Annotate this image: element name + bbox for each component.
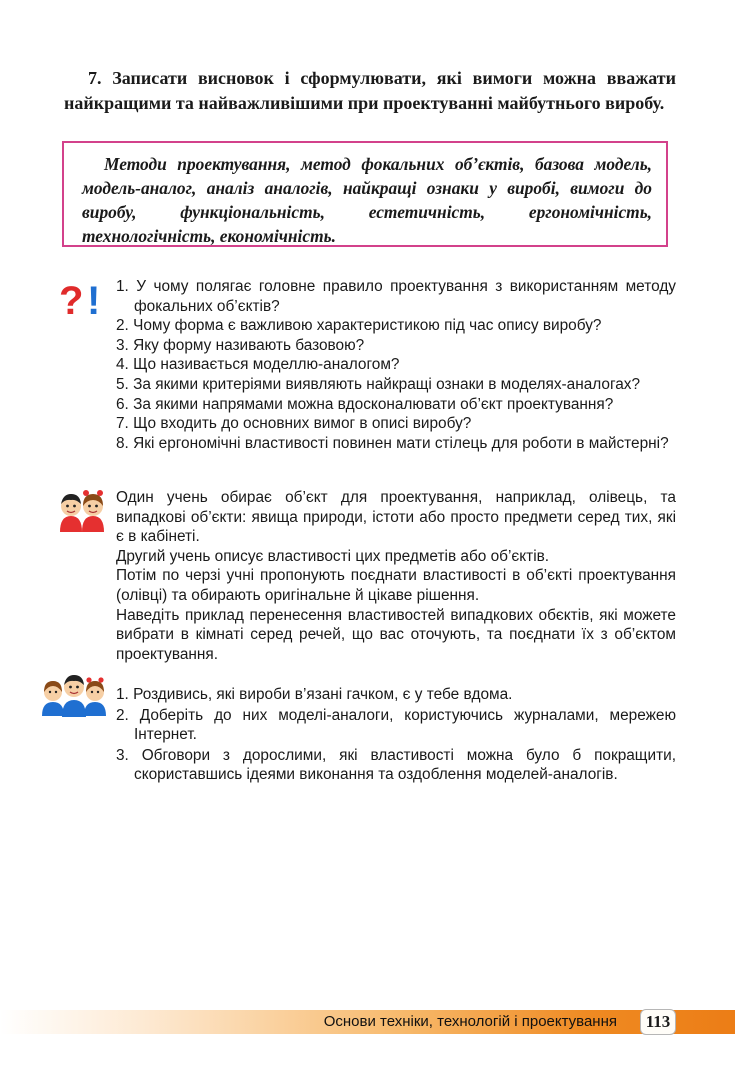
list-item: 1. Роздивись, які вироби в’язані гачком, є у тебе вдома. (116, 686, 513, 703)
task-7-text: 7. Записати висновок і сформулювати, які вимоги можна вважати найкращими та найважливішими при проектуванні майбутнього виробу. (64, 68, 676, 113)
paragraph: Потім по черзі учні пропонують поєднати властивості в об’єкті проектування (олівці) та обирають оригінальне й цікаве рішення. (116, 567, 676, 604)
list-item: 1. У чому полягає головне правило проектування з використанням методу фокальних об’єктів? (116, 278, 676, 315)
paragraph: Один учень обирає об’єкт для проектування, наприклад, олівець, та випадкові об’єкти: явища природи, істоти або просто предмети серед тих, які є в кабінеті. (116, 489, 676, 546)
svg-text:?: ? (59, 280, 84, 320)
svg-text:!: ! (87, 280, 101, 320)
paragraph: Другий учень описує властивості цих предметів або об’єктів. (116, 547, 550, 565)
question-exclamation-icon (58, 280, 108, 320)
footer-section-title: Основи техніки, технологій і проектування (323, 1013, 617, 1030)
review-questions-list (116, 277, 676, 453)
group-activity-text (116, 488, 676, 664)
list-item: 2. Доберіть до них моделі-аналоги, користуючись журналами, мережею Інтернет. (116, 706, 676, 744)
list-item: 7. Що входить до основних вимог в описі виробу? (116, 415, 472, 433)
key-terms-text: Методи проектування, метод фокальних об’єктів, базова модель, модель-аналог, аналіз аналогів, найкращі ознаки у виробі, вимоги до виробу, функціональність, естетичність, ергономічність, технологічність, економічність. (82, 154, 652, 246)
list-item: 4. Що називається моделлю-аналогом? (116, 356, 400, 374)
list-item: 6. За якими напрямами можна вдосконалювати об’єкт проектування? (116, 395, 614, 413)
list-item: 8. Які ергономічні властивості повинен мати стілець для роботи в майстерні? (116, 434, 669, 452)
paragraph: Наведіть приклад перенесення властивостей випадкових обєктів, які можете вибрати в кімнаті серед речей, що вас оточують, та поєднати їх з об’єктом проектування. (116, 606, 676, 663)
list-item: 5. За якими критеріями виявляють найкращі ознаки в моделях-аналогах? (116, 375, 641, 393)
home-tasks-list (116, 685, 676, 786)
list-item: 3. Обговори з дорослими, які властивості можна було б покращити, скориставшись ідеями виконання та оздоблення моделей-аналогів. (116, 746, 676, 784)
page-number: 113 (640, 1009, 676, 1035)
list-item: 2. Чому форма є важливою характеристикою під час опису виробу? (116, 317, 602, 335)
list-item: 3. Яку форму називають базовою? (116, 336, 365, 354)
two-kids-icon (56, 488, 108, 534)
three-kids-icon (40, 670, 108, 718)
key-terms-box (62, 141, 668, 247)
